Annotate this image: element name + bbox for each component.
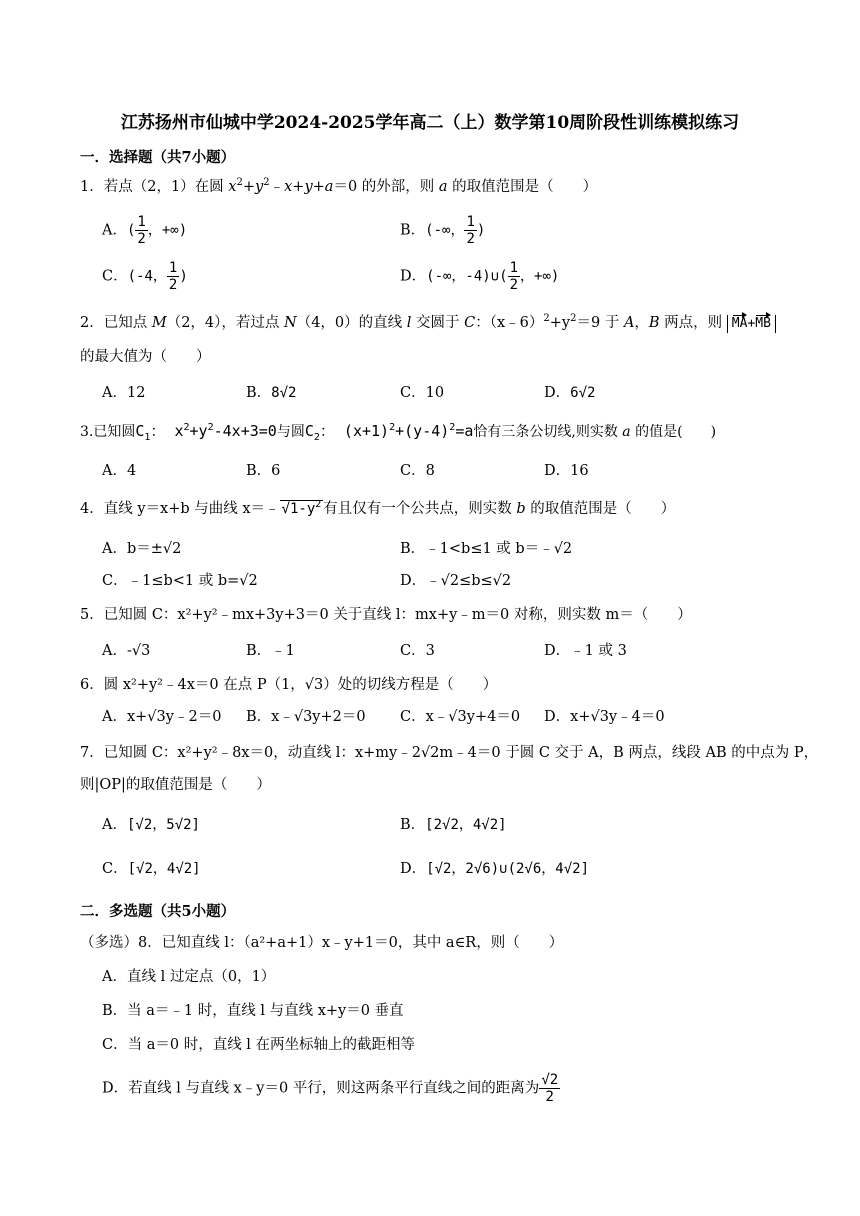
question-7-option-c: C．[√2，4√2] xyxy=(102,861,201,877)
question-8-option-c: C．当 a＝0 时，直线 l 在两坐标轴上的截距相等 xyxy=(102,1037,416,1053)
question-5-option-a: A．-√3 xyxy=(102,643,151,659)
question-3-option-d: D．16 xyxy=(544,463,589,479)
question-2-option-b: B．8√2 xyxy=(246,385,297,401)
question-1-option-c: C．(-4， $\frac{1}{2}$ ) xyxy=(102,260,188,293)
question-7-stem-continued: 则|OP|的取值范围是（ ） xyxy=(80,777,271,793)
question-4-option-b: B．﹣1<b≤1 或 b＝﹣√2 xyxy=(400,541,573,557)
question-6-option-a: A．x+√3y﹣2＝0 xyxy=(102,709,222,725)
section-heading-multi-choice: 二．多选题（共5小题） xyxy=(80,903,236,920)
question-8-option-a: A．直线 l 过定点（0，1） xyxy=(102,969,276,985)
question-5-stem: 5．已知圆 C：x²+y²﹣mx+3y+3＝0 关于直线 l：mx+y﹣m＝0 对称，则实数 m＝（ ） xyxy=(80,607,692,623)
question-6-option-d: D．x+√3y﹣4＝0 xyxy=(544,709,665,725)
question-4-option-d: D．﹣√2≤b≤√2 xyxy=(400,573,512,589)
question-8-option-b: B．当 a＝﹣1 时，直线 l 与直线 x+y＝0 垂直 xyxy=(102,1003,404,1019)
question-5-option-c: C．3 xyxy=(400,643,435,659)
question-6-option-c: C．x﹣√3y+4＝0 xyxy=(400,709,521,725)
section-heading-single-choice: 一．选择题（共7小题） xyxy=(80,149,236,166)
question-1-stem: 1．若点（2，1）在圆 $x^2+y^2﹣x+y+a=0$ 的外部，则 a 的取值范围是（ ） xyxy=(80,177,598,195)
question-1-option-d: D．(-∞，-4)∪( $\frac{1}{2}$ ，+∞) xyxy=(400,260,560,293)
question-8-option-d: D．若直线 l 与直线 x﹣y＝0 平行，则这两条平行直线之间的距离为 $\frac{√2}{2}$ xyxy=(102,1072,559,1105)
question-8-stem: （多选）8．已知直线 l：（a²+a+1）x﹣y+1＝0，其中 a∈R，则（ ） xyxy=(80,935,564,951)
question-7-option-d: D．[√2，2√6)∪(2√6，4√2] xyxy=(400,861,589,877)
question-2-option-a: A．12 xyxy=(102,385,146,401)
question-3-option-a: A．4 xyxy=(102,463,137,479)
question-4-stem: 4．直线 y＝x+b 与曲线 x＝﹣ $√1-y^2$ 有且仅有一个公共点，则实数 b 的取值范围是（ ） xyxy=(80,499,676,517)
question-5-option-d: D．﹣1 或 3 xyxy=(544,643,627,659)
question-1-option-a: A．( $\frac{1}{2}$ ，+∞) xyxy=(102,214,188,247)
question-4-option-c: C．﹣1≤b<1 或 b=√2 xyxy=(102,573,258,589)
page-title: 江苏扬州市仙城中学2024-2025学年高二（上）数学第10周阶段性训练模拟练习 xyxy=(120,113,740,133)
question-2-option-c: C．10 xyxy=(400,385,445,401)
question-7-stem: 7．已知圆 C：x²+y²﹣8x＝0，动直线 l：x+my﹣2√2m﹣4＝0 于圆 C 交于 A，B 两点，线段 AB 的中点为 P， xyxy=(80,745,819,761)
question-7-option-b: B．[2√2，4√2] xyxy=(400,817,507,833)
question-2-option-d: D．6√2 xyxy=(544,385,596,401)
question-6-stem: 6．圆 x²+y²﹣4x＝0 在点 P（1，√3）处的切线方程是（ ） xyxy=(80,677,498,693)
question-3-option-b: B．6 xyxy=(246,463,281,479)
question-5-option-b: B．﹣1 xyxy=(246,643,295,659)
question-7-option-a: A．[√2，5√2] xyxy=(102,817,200,833)
question-3-stem: 3.已知圆$C_1$： $x^2+y^2-4x+3=0$与圆$C_2$： $(x+1)^2+(y-4)^2=a$恰有三条公切线,则实数 a 的值是( ) xyxy=(80,422,717,443)
question-4-option-a: A．b＝±√2 xyxy=(102,541,182,557)
question-1-option-b: B．(-∞， $\frac{1}{2}$ ) xyxy=(400,214,486,247)
question-3-option-c: C．8 xyxy=(400,463,435,479)
question-2-stem-continued: 的最大值为（ ） xyxy=(80,349,211,365)
question-6-option-b: B．x﹣√3y+2＝0 xyxy=(246,709,366,725)
question-2-stem: 2．已知点 M（2，4），若过点 N（4，0）的直线 l 交圆于 C：$(x﹣6)^2+y^2=9$ 于 A，B 两点，则 MA+MB xyxy=(80,312,776,334)
vector-sum-magnitude: MA+MB xyxy=(727,315,776,333)
